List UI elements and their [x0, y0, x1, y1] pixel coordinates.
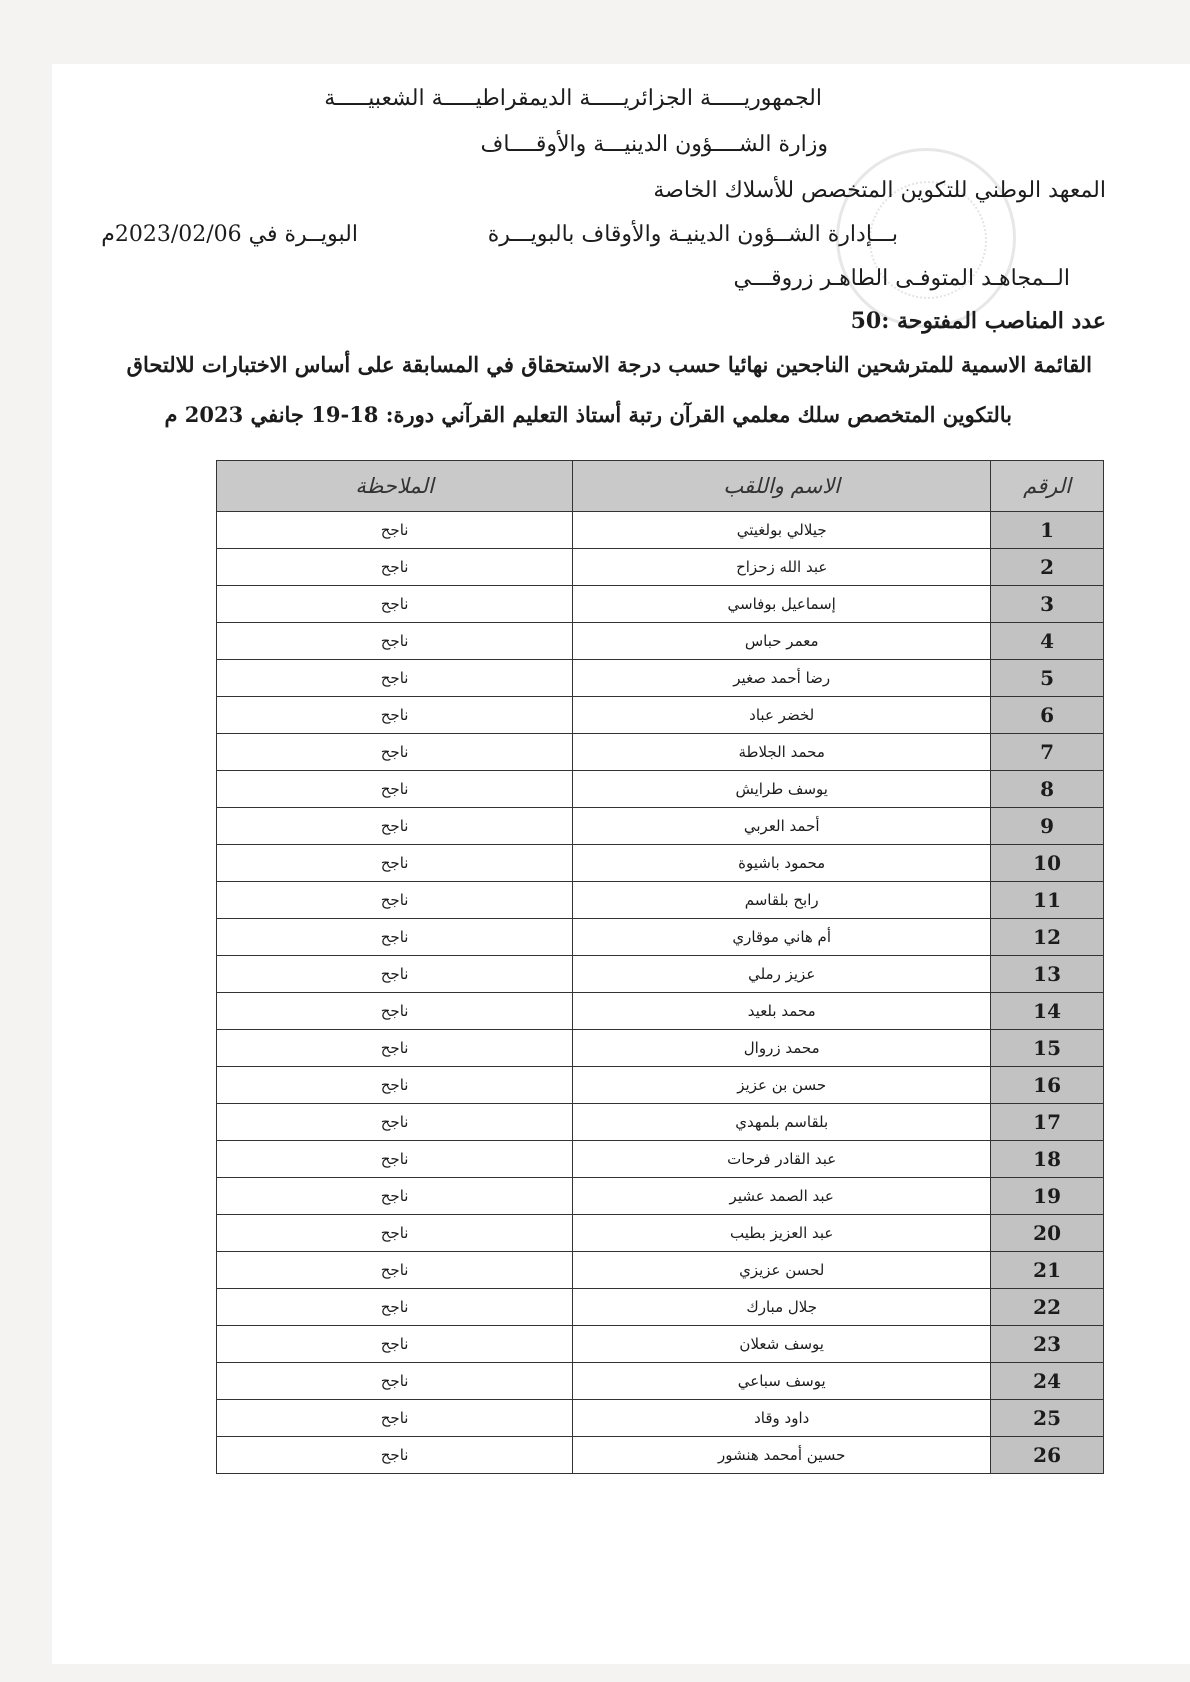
result-note: ناجح	[217, 549, 573, 586]
candidate-name: عبد الصمد عشير	[573, 1178, 991, 1215]
result-note: ناجح	[217, 956, 573, 993]
row-number: 1	[991, 512, 1104, 549]
result-note: ناجح	[217, 586, 573, 623]
result-note: ناجح	[217, 1215, 573, 1252]
table-row	[217, 1363, 1104, 1400]
table-row	[217, 993, 1104, 1030]
row-number: 17	[991, 1104, 1104, 1141]
candidate-name: داود وقاد	[573, 1400, 991, 1437]
table-row	[217, 734, 1104, 771]
candidate-name: عبد القادر فرحات	[573, 1141, 991, 1178]
result-note: ناجح	[217, 845, 573, 882]
row-number: 3	[991, 586, 1104, 623]
direction-heading: بـــإدارة الشــؤون الدينيـة والأوقاف بالبويـــرة	[487, 222, 898, 247]
table-row	[217, 697, 1104, 734]
republic-heading: الجمهوريـــــة الجزائريـــــة الديمقراطيـــــة الشعبيـــــة	[324, 86, 822, 111]
result-note: ناجح	[217, 1363, 573, 1400]
row-number: 11	[991, 882, 1104, 919]
candidate-name: رضا أحمد صغير	[573, 660, 991, 697]
mujahid-name: الــمجاهـد المتوفـى الطاهـر زروقـــي	[733, 266, 1070, 291]
row-number: 4	[991, 623, 1104, 660]
column-header-note: الملاحظة	[217, 461, 573, 512]
result-note: ناجح	[217, 1178, 573, 1215]
row-number: 12	[991, 919, 1104, 956]
result-note: ناجح	[217, 1104, 573, 1141]
results-table	[216, 460, 1104, 1474]
result-note: ناجح	[217, 919, 573, 956]
row-number: 26	[991, 1437, 1104, 1474]
result-note: ناجح	[217, 1141, 573, 1178]
table-row	[217, 549, 1104, 586]
row-number: 13	[991, 956, 1104, 993]
table-row	[217, 1215, 1104, 1252]
row-number: 18	[991, 1141, 1104, 1178]
result-note: ناجح	[217, 1067, 573, 1104]
column-header-name: الاسم واللقب	[573, 461, 991, 512]
result-note: ناجح	[217, 1030, 573, 1067]
row-number: 8	[991, 771, 1104, 808]
row-number: 6	[991, 697, 1104, 734]
table-row	[217, 919, 1104, 956]
result-note: ناجح	[217, 1400, 573, 1437]
table-row	[217, 882, 1104, 919]
list-title-line1: القائمة الاسمية للمترشحين الناجحين نهائيا حسب درجة الاستحقاق في المسابقة على أساس الاختبارات للالتحاق	[126, 352, 1092, 377]
candidate-name: أم هاني موقاري	[573, 919, 991, 956]
candidate-name: لحسن عزيزي	[573, 1252, 991, 1289]
table-header-row	[217, 461, 1104, 512]
row-number: 5	[991, 660, 1104, 697]
table-row	[217, 623, 1104, 660]
open-posts-count: عدد المناصب المفتوحة :50	[850, 308, 1106, 334]
column-header-number: الرقم	[991, 461, 1104, 512]
candidate-name: يوسف طرايش	[573, 771, 991, 808]
result-note: ناجح	[217, 771, 573, 808]
result-note: ناجح	[217, 993, 573, 1030]
result-note: ناجح	[217, 808, 573, 845]
ministry-heading: وزارة الشــــؤون الدينيـــة والأوقــــاف	[480, 132, 828, 157]
row-number: 23	[991, 1326, 1104, 1363]
table-row	[217, 1289, 1104, 1326]
candidate-name: لخضر عباد	[573, 697, 991, 734]
table-row	[217, 1400, 1104, 1437]
institute-heading: المعهد الوطني للتكوين المتخصص للأسلاك الخاصة	[653, 178, 1106, 203]
list-title-line2: بالتكوين المتخصص سلك معلمي القرآن رتبة أستاذ التعليم القرآني دورة: 18-19 جانفي 2023 م	[164, 402, 1012, 427]
table-row	[217, 1141, 1104, 1178]
candidate-name: عزيز رملي	[573, 956, 991, 993]
result-note: ناجح	[217, 882, 573, 919]
row-number: 10	[991, 845, 1104, 882]
result-note: ناجح	[217, 1326, 573, 1363]
candidate-name: بلقاسم بلمهدي	[573, 1104, 991, 1141]
row-number: 19	[991, 1178, 1104, 1215]
candidate-name: جلال مبارك	[573, 1289, 991, 1326]
table-row	[217, 956, 1104, 993]
candidate-name: عبد العزيز بطيب	[573, 1215, 991, 1252]
table-row	[217, 771, 1104, 808]
row-number: 2	[991, 549, 1104, 586]
row-number: 20	[991, 1215, 1104, 1252]
table-row	[217, 1252, 1104, 1289]
candidate-name: يوسف شعلان	[573, 1326, 991, 1363]
result-note: ناجح	[217, 697, 573, 734]
result-note: ناجح	[217, 1289, 573, 1326]
candidate-name: محمد الجلاطة	[573, 734, 991, 771]
table-row	[217, 1437, 1104, 1474]
candidate-name: حسن بن عزيز	[573, 1067, 991, 1104]
table-row	[217, 1067, 1104, 1104]
candidate-name: معمر حباس	[573, 623, 991, 660]
candidate-name: أحمد العربي	[573, 808, 991, 845]
row-number: 15	[991, 1030, 1104, 1067]
candidate-name: محمد بلعيد	[573, 993, 991, 1030]
result-note: ناجح	[217, 660, 573, 697]
place-date: البويــرة في 2023/02/06م	[101, 222, 358, 247]
candidate-name: إسماعيل بوفاسي	[573, 586, 991, 623]
candidate-name: جيلالي بولغيتي	[573, 512, 991, 549]
table-row	[217, 586, 1104, 623]
row-number: 9	[991, 808, 1104, 845]
table-row	[217, 845, 1104, 882]
candidate-name: عبد الله زحزاح	[573, 549, 991, 586]
table-row	[217, 1326, 1104, 1363]
row-number: 21	[991, 1252, 1104, 1289]
row-number: 22	[991, 1289, 1104, 1326]
candidate-name: محمود باشيوة	[573, 845, 991, 882]
table-row	[217, 1178, 1104, 1215]
result-note: ناجح	[217, 1437, 573, 1474]
table-row	[217, 512, 1104, 549]
table-row	[217, 808, 1104, 845]
table-row	[217, 1104, 1104, 1141]
result-note: ناجح	[217, 734, 573, 771]
table-row	[217, 1030, 1104, 1067]
row-number: 25	[991, 1400, 1104, 1437]
candidate-name: حسين أمحمد هنشور	[573, 1437, 991, 1474]
row-number: 7	[991, 734, 1104, 771]
candidate-name: محمد زروال	[573, 1030, 991, 1067]
candidate-name: رابح بلقاسم	[573, 882, 991, 919]
row-number: 16	[991, 1067, 1104, 1104]
table-row	[217, 660, 1104, 697]
row-number: 14	[991, 993, 1104, 1030]
result-note: ناجح	[217, 623, 573, 660]
row-number: 24	[991, 1363, 1104, 1400]
result-note: ناجح	[217, 1252, 573, 1289]
candidate-name: يوسف سباعي	[573, 1363, 991, 1400]
result-note: ناجح	[217, 512, 573, 549]
